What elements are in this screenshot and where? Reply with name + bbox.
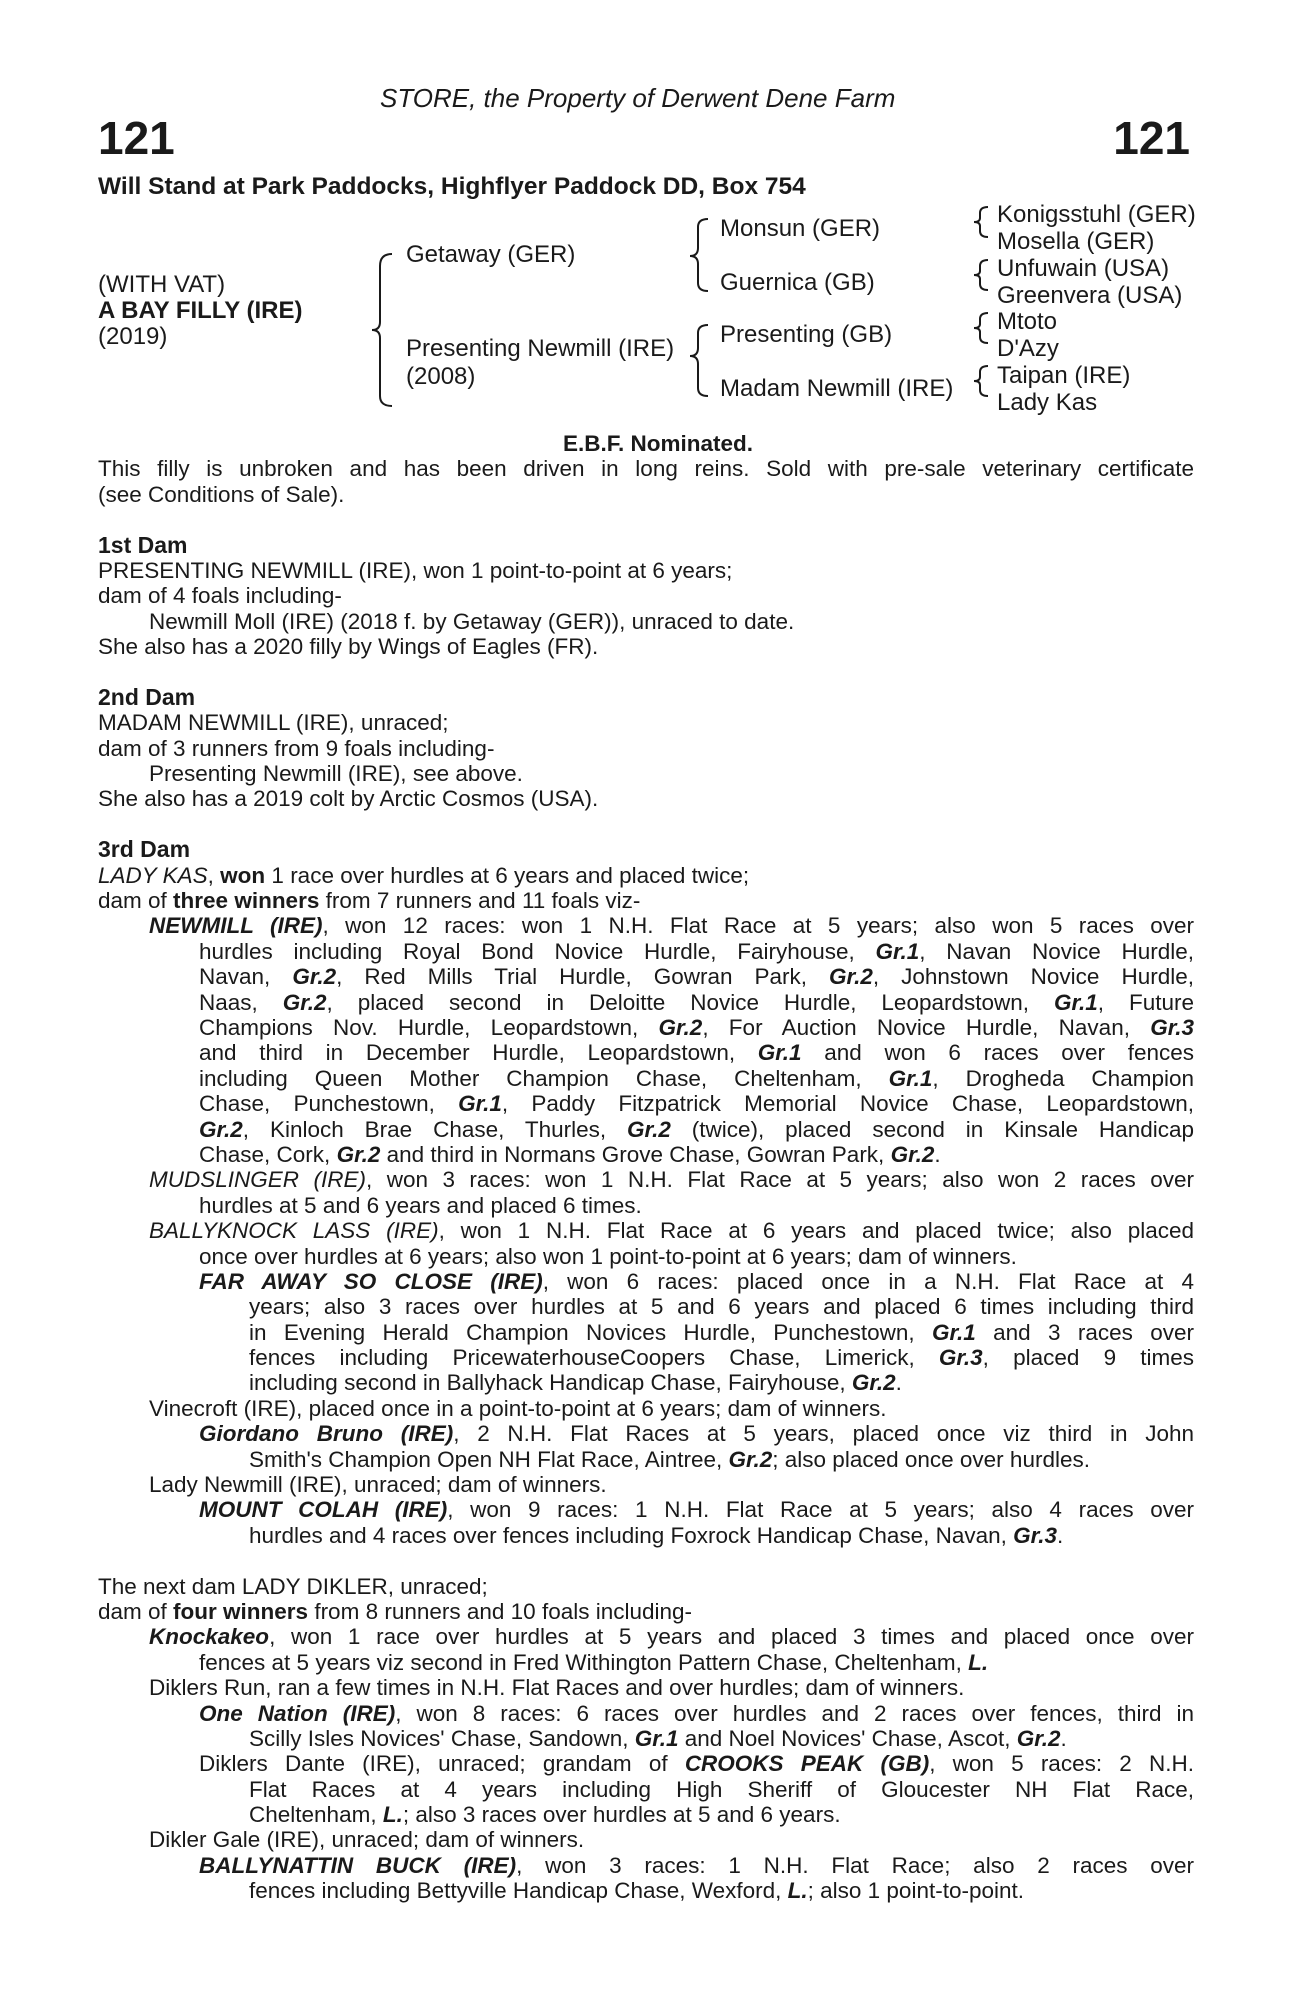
progeny-diklers-dante: Diklers Dante (IRE), unraced; grandam of CROOKS PEAK (GB), won 5 races: 2 N.H. Flat Races at 4 years including High Sheriff of Gloucester NH Flat Race, Cheltenham, L.; also 3 races over hurdles at 5 and 6 years. (199, 1751, 1194, 1828)
progeny-ballynattin-buck: BALLYNATTIN BUCK (IRE), won 3 races: 1 N.H. Flat Race; also 2 races over fences including Bettyville Handicap Chase, Wexford, L.; also 1 point-to-point. (199, 1852, 1194, 1904)
ebf-nominated: E.B.F. Nominated. (562, 431, 754, 456)
progeny-ballyknock-lass: BALLYKNOCK LASS (IRE), won 1 N.H. Flat Race at 6 years and placed twice; also placed once over hurdles at 6 years; also won 1 point-to-point at 6 years; dam of winners. (149, 1218, 1195, 1269)
first-dam-heading: 1st Dam (98, 531, 188, 558)
progeny-newmill: NEWMILL (IRE), won 12 races: won 1 N.H. Flat Race at 5 years; also won 5 races over hurdles including Royal Bond Novice Hurdle, Fairyhouse, Gr.1, Navan Novice Hurdle, Navan, Gr.2, Red Mills Trial Hurdle, Gowran Park, Gr.2, Johnstown Novice Hurdle, Naas, Gr.2, placed second in Deloitte Novice Hurdle, Leopardstown, Gr.1, Future Champions Nov. Hurdle, Leopardstown, Gr.2, For Auction Novice Hurdle, Navan, Gr.3 and third in December Hurdle, Leopardstown, Gr.1 and won 6 races over fences including Queen Mother Champion Chase, Cheltenham, Gr.1, Drogheda Champion Chase, Punchestown, Gr.1, Paddy Fitzpatrick Memorial Novice Chase, Leopardstown, Gr.2, Kinloch Brae Chase, Thurles, Gr.2 (twice), placed second in Kinsale Handicap Chase, Cork, Gr.2 and third in Normans Grove Chase, Gowran Park, Gr.2. (149, 913, 1195, 1167)
intro-line-2: (see Conditions of Sale). (98, 481, 345, 507)
progeny-one-nation: One Nation (IRE), won 8 races: 6 races over hurdles and 2 races over fences, third in Scilly Isles Novices' Chase, Sandown, Gr.1 and Noel Novices' Chase, Ascot, Gr.2. (199, 1700, 1195, 1751)
catalogue-body (98, 431, 1194, 1904)
first-dam-line-2: dam of 4 foals including- (98, 583, 342, 609)
third-dam-line-1: LADY KAS, won 1 race over hurdles at 6 years and placed twice; (98, 862, 750, 888)
grandparent-4: Greenvera (USA) (997, 282, 1183, 309)
second-dam-line-3: Presenting Newmill (IRE), see above. (149, 761, 523, 787)
first-dam-line-4: She also has a 2020 filly by Wings of Eagles (FR). (98, 634, 599, 660)
third-dam-line-2: dam of three winners from 7 runners and 11 foals viz- (98, 888, 641, 914)
dam-year: (2008) (406, 363, 476, 390)
grandparent-7: Taipan (IRE) (997, 362, 1131, 389)
grandparent-8: Lady Kas (997, 389, 1098, 416)
third-dam-heading: 3rd Dam (98, 836, 191, 863)
grandparent-2: Mosella (GER) (997, 228, 1155, 255)
progeny-knockakeo: Knockakeo, won 1 race over hurdles at 5 years and placed 3 times and placed once over fences at 5 years viz second in Fred Withington Pattern Chase, Cheltenham, L. (149, 1624, 1194, 1675)
second-dam-line-4: She also has a 2019 colt by Arctic Cosmos (USA). (98, 786, 599, 812)
progeny-diklers-run: Diklers Run, ran a few times in N.H. Flat Races and over hurdles; dam of winners. (149, 1675, 965, 1701)
second-dam-heading: 2nd Dam (98, 683, 196, 710)
progeny-giordano-bruno: Giordano Bruno (IRE), 2 N.H. Flat Races at 5 years, placed once viz third in John Smith's Champion Open NH Flat Race, Aintree, Gr.2; also placed once over hurdles. (199, 1421, 1194, 1472)
first-dam-line-3: Newmill Moll (IRE) (2018 f. by Getaway (GER)), unraced to date. (149, 608, 795, 634)
progeny-mudslinger: MUDSLINGER (IRE), won 3 races: won 1 N.H. Flat Race at 5 years; also won 2 races over hurdles at 5 and 6 years and placed 6 times. (149, 1167, 1194, 1218)
stand-line: Will Stand at Park Paddocks, Highflyer Paddock DD, Box 754 (98, 173, 806, 200)
sire-sire: Monsun (GER) (720, 215, 881, 242)
vat-note: (WITH VAT) (98, 271, 226, 298)
second-dam-line-1: MADAM NEWMILL (IRE), unraced; (98, 710, 449, 736)
dam-dam: Madam Newmill (IRE) (720, 375, 954, 402)
progeny-far-away-so-close: FAR AWAY SO CLOSE (IRE), won 6 races: placed once in a N.H. Flat Race at 4 years; also 3 races over hurdles at 5 and 6 years and placed 6 times including third in Evening Herald Champion Novices Hurdle, Punchestown, Gr.1 and 3 races over fences including PricewaterhouseCoopers Chase, Limerick, Gr.3, placed 9 times including second in Ballyhack Handicap Chase, Fairyhouse, Gr.2. (199, 1268, 1195, 1396)
dam-sire: Presenting (GB) (720, 321, 893, 348)
progeny-mount-colah: MOUNT COLAH (IRE), won 9 races: 1 N.H. Flat Race at 5 years; also 4 races over hurdles and 4 races over fences including Foxrock Handicap Chase, Navan, Gr.3. (199, 1497, 1194, 1548)
lot-name: A BAY FILLY (IRE) (98, 297, 303, 324)
lot-number-right: 121 (1113, 112, 1190, 164)
intro-line-1: This filly is unbroken and has been driven in long reins. Sold with pre-sale veterinary certificate (98, 456, 1194, 482)
sire: Getaway (GER) (406, 241, 576, 268)
lot-number-left: 121 (98, 112, 175, 164)
progeny-vinecroft: Vinecroft (IRE), placed once in a point-to-point at 6 years; dam of winners. (149, 1395, 887, 1421)
progeny-dikler-gale: Dikler Gale (IRE), unraced; dam of winners. (149, 1827, 585, 1853)
grandparent-1: Konigsstuhl (GER) (997, 201, 1196, 228)
grandparent-6: D'Azy (997, 335, 1059, 362)
next-dam-line-2: dam of four winners from 8 runners and 10 foals including- (98, 1598, 693, 1624)
foaled-year: (2019) (98, 323, 168, 350)
grandparent-5: Mtoto (997, 308, 1058, 335)
first-dam-line-1: PRESENTING NEWMILL (IRE), won 1 point-to-point at 6 years; (98, 557, 733, 583)
second-dam-line-2: dam of 3 runners from 9 foals including- (98, 735, 495, 761)
next-dam-line-1: The next dam LADY DIKLER, unraced; (98, 1573, 488, 1599)
store-line: STORE, the Property of Derwent Dene Farm (380, 83, 896, 113)
progeny-lady-newmill: Lady Newmill (IRE), unraced; dam of winners. (149, 1472, 607, 1498)
grandparent-3: Unfuwain (USA) (997, 255, 1170, 282)
sire-dam: Guernica (GB) (720, 269, 875, 296)
dam: Presenting Newmill (IRE) (406, 335, 675, 362)
